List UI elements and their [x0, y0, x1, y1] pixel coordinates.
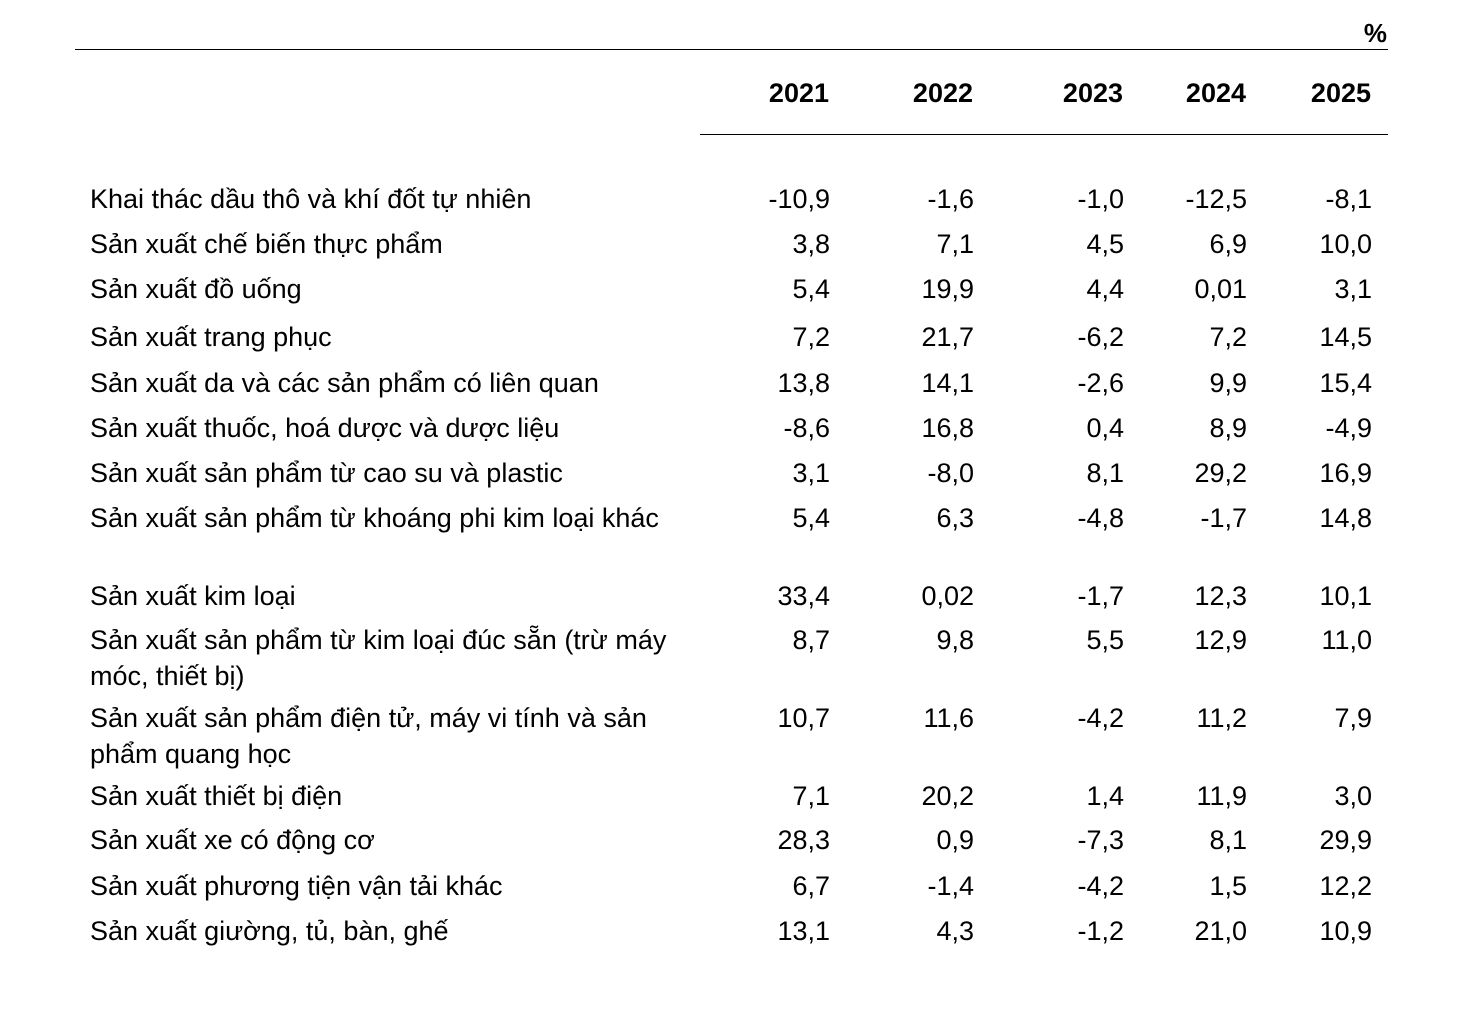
row-value: -4,2: [1077, 871, 1124, 901]
row-label: Khai thác dầu thô và khí đốt tự nhiên: [90, 184, 532, 214]
row-value: 8,7: [792, 625, 830, 655]
row-label: Sản xuất thiết bị điện: [90, 781, 343, 811]
row-value: 7,1: [936, 229, 974, 259]
row-value: -8,0: [927, 458, 974, 488]
row-value: -1,4: [927, 871, 974, 901]
unit-label: %: [1363, 18, 1387, 48]
year-header-2021: 2021: [768, 78, 829, 108]
row-label: Sản xuất da và các sản phẩm có liên quan: [90, 368, 599, 398]
row-label: Sản xuất sản phẩm điện tử, máy vi tính và sản phẩm quang học: [90, 703, 647, 769]
row-value: 14,8: [1319, 503, 1372, 533]
row-value: 11,6: [923, 703, 974, 733]
row-value: -4,2: [1077, 703, 1124, 733]
row-value: 0,9: [936, 825, 974, 855]
row-label: Sản xuất sản phẩm từ kim loại đúc sẵn (trừ máy móc, thiết bị): [90, 625, 667, 691]
row-value: 12,3: [1194, 581, 1247, 611]
row-value: 10,9: [1319, 916, 1372, 946]
row-value: 21,0: [1194, 916, 1247, 946]
row-label: Sản xuất phương tiện vận tải khác: [90, 871, 503, 901]
row-value: 10,0: [1319, 229, 1372, 259]
row-label: Sản xuất xe có động cơ: [90, 825, 375, 855]
top-rule: [75, 49, 1388, 50]
row-value: 5,5: [1086, 625, 1124, 655]
row-value: -12,5: [1185, 184, 1247, 214]
row-value: 15,4: [1319, 368, 1372, 398]
row-value: 8,9: [1209, 413, 1247, 443]
row-value: 10,1: [1319, 581, 1372, 611]
row-value: -7,3: [1077, 825, 1124, 855]
row-value: -10,9: [768, 184, 830, 214]
row-value: 7,1: [792, 781, 830, 811]
row-value: 33,4: [777, 581, 830, 611]
row-value: 14,5: [1319, 322, 1372, 352]
year-header-2025: 2025: [1310, 78, 1371, 108]
row-value: 11,9: [1196, 781, 1247, 811]
row-value: 21,7: [921, 322, 974, 352]
row-value: -2,6: [1077, 368, 1124, 398]
row-label: Sản xuất sản phẩm từ cao su và plastic: [90, 458, 563, 488]
row-value: 0,4: [1086, 413, 1124, 443]
row-value: 12,2: [1319, 871, 1372, 901]
row-value: 1,5: [1209, 871, 1247, 901]
header-rule: [700, 134, 1388, 135]
row-value: 4,5: [1086, 229, 1124, 259]
row-value: 12,9: [1194, 625, 1247, 655]
row-label: Sản xuất kim loại: [90, 581, 296, 611]
row-value: -1,7: [1077, 581, 1124, 611]
row-value: 11,0: [1321, 625, 1372, 655]
row-value: -4,9: [1325, 413, 1372, 443]
row-value: 9,8: [936, 625, 974, 655]
row-label: Sản xuất đồ uống: [90, 274, 302, 304]
row-value: 9,9: [1209, 368, 1247, 398]
row-value: -1,6: [927, 184, 974, 214]
row-value: 4,3: [936, 916, 974, 946]
row-value: 29,2: [1194, 458, 1247, 488]
row-value: -8,1: [1325, 184, 1372, 214]
row-value: 7,2: [1209, 322, 1247, 352]
row-value: 11,2: [1196, 703, 1247, 733]
row-value: 13,1: [777, 916, 830, 946]
row-value: 14,1: [921, 368, 974, 398]
row-value: -1,0: [1077, 184, 1124, 214]
row-value: -4,8: [1077, 503, 1124, 533]
year-header-2022: 2022: [912, 78, 973, 108]
row-value: 8,1: [1209, 825, 1247, 855]
row-value: 3,0: [1334, 781, 1372, 811]
row-value: 3,1: [792, 458, 830, 488]
row-value: -6,2: [1077, 322, 1124, 352]
row-value: 3,8: [792, 229, 830, 259]
row-value: 16,9: [1319, 458, 1372, 488]
row-value: -8,6: [783, 413, 830, 443]
row-value: 7,2: [792, 322, 830, 352]
row-value: 20,2: [921, 781, 974, 811]
row-value: 4,4: [1086, 274, 1124, 304]
row-value: 10,7: [777, 703, 830, 733]
row-label: Sản xuất giường, tủ, bàn, ghế: [90, 916, 449, 946]
row-value: 6,7: [792, 871, 830, 901]
row-value: 5,4: [792, 274, 830, 304]
row-value: 5,4: [792, 503, 830, 533]
row-value: 1,4: [1086, 781, 1124, 811]
row-value: -1,2: [1077, 916, 1124, 946]
row-value: 0,01: [1194, 274, 1247, 304]
year-header-2024: 2024: [1185, 78, 1246, 108]
row-value: 6,3: [936, 503, 974, 533]
row-value: -1,7: [1200, 503, 1247, 533]
row-value: 16,8: [921, 413, 974, 443]
row-value: 8,1: [1086, 458, 1124, 488]
row-value: 29,9: [1319, 825, 1372, 855]
row-value: 6,9: [1209, 229, 1247, 259]
row-label: Sản xuất thuốc, hoá dược và dược liệu: [90, 413, 560, 443]
row-label: Sản xuất sản phẩm từ khoáng phi kim loại khác: [90, 503, 659, 533]
row-value: 3,1: [1334, 274, 1372, 304]
row-value: 28,3: [777, 825, 830, 855]
year-header-2023: 2023: [1062, 78, 1123, 108]
row-value: 19,9: [921, 274, 974, 304]
row-value: 7,9: [1334, 703, 1372, 733]
row-label: Sản xuất trang phục: [90, 322, 332, 352]
row-value: 13,8: [777, 368, 830, 398]
row-value: 0,02: [921, 581, 974, 611]
row-label: Sản xuất chế biến thực phẩm: [90, 229, 443, 259]
